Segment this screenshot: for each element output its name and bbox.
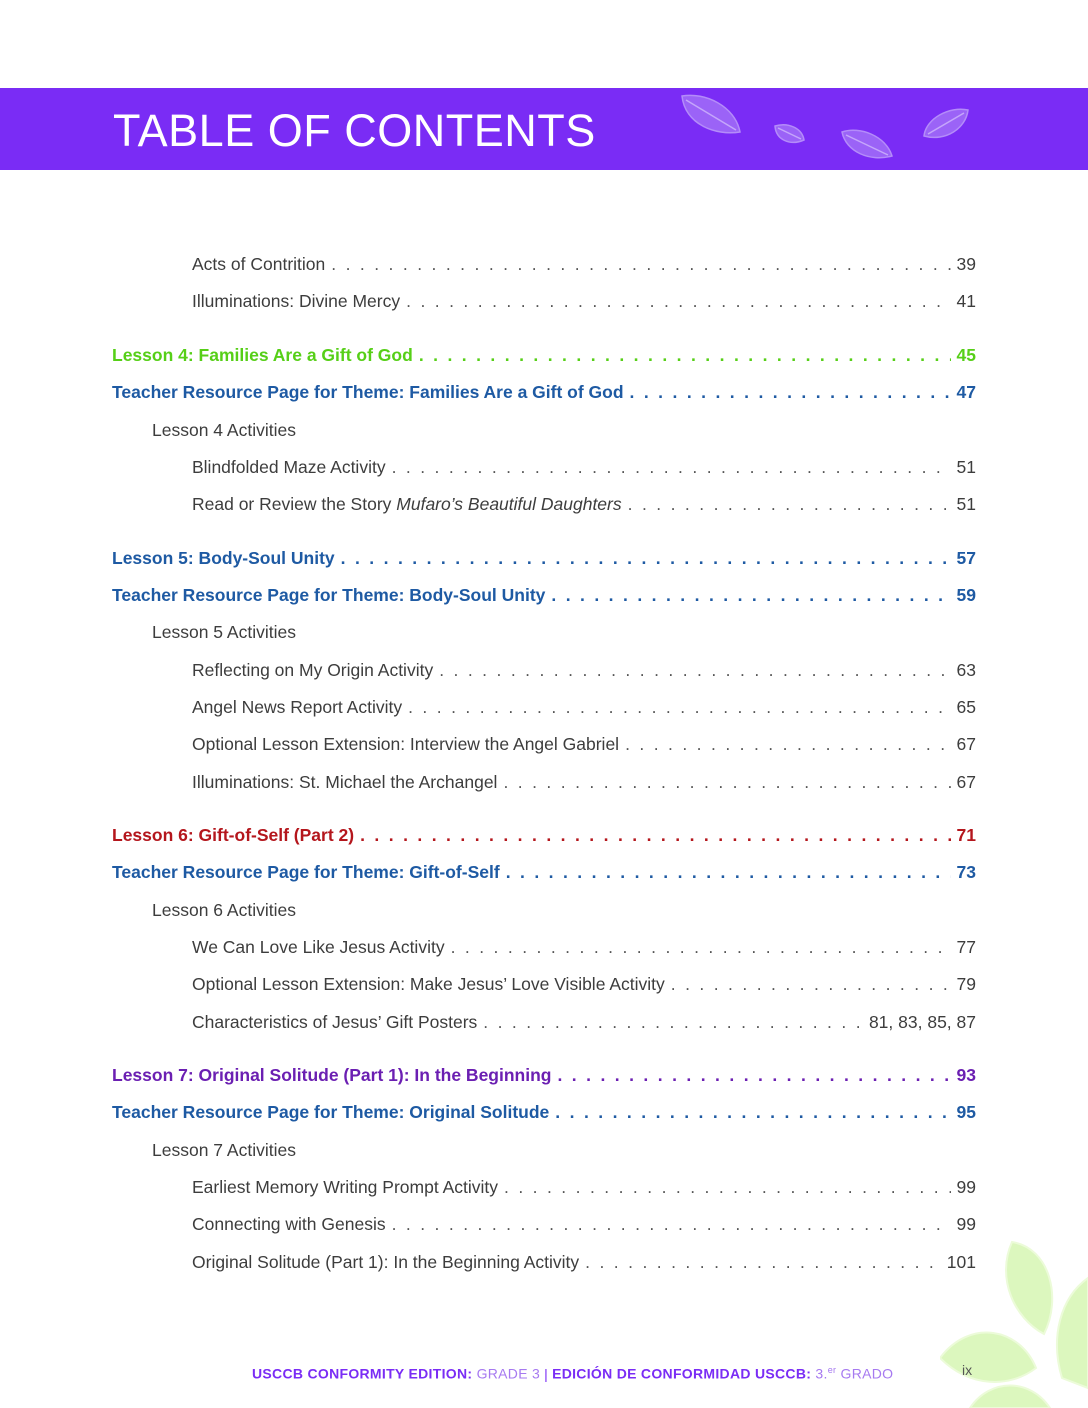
leader-dots (585, 1250, 941, 1274)
toc-entry-page: 63 (956, 660, 976, 680)
footer-edicion-label: EDICIÓN DE CONFORMIDAD USCCB: (552, 1365, 812, 1382)
toc-entry[interactable] (192, 455, 976, 479)
leader-dots (439, 658, 950, 682)
toc-entry-title: Teacher Resource Page for Theme: Body-Soul Unity (112, 585, 546, 605)
toc-entry-page: 41 (956, 291, 976, 311)
toc-entry[interactable] (192, 935, 976, 959)
footer-edition-label: USCCB CONFORMITY EDITION: (252, 1365, 473, 1382)
toc-entry-page: 71 (956, 825, 976, 845)
toc-entry-title: Lesson 5 Activities (152, 622, 296, 642)
toc-entry-title: Lesson 7: Original Solitude (Part 1): In the Beginning (112, 1065, 552, 1085)
toc-entry-title: We Can Love Like Jesus Activity (192, 937, 445, 957)
page-number: ix (962, 1362, 973, 1378)
footer-edition (252, 1360, 893, 1384)
toc-entry-title: Optional Lesson Extension: Interview the Angel Gabriel (192, 734, 620, 754)
toc-entry[interactable] (192, 972, 976, 996)
leader-dots (451, 935, 951, 959)
toc-entry-page: 51 (956, 494, 976, 514)
toc-entry-title-prefix: Read or Review the Story (192, 494, 397, 514)
toc-resource-entry[interactable] (112, 1100, 976, 1124)
toc-entry-title: Optional Lesson Extension: Make Jesus’ Love Visible Activity (192, 974, 665, 994)
toc-entry[interactable] (192, 1175, 976, 1199)
leader-dots (408, 695, 950, 719)
toc-entry[interactable] (192, 289, 976, 313)
leader-dots (504, 1175, 951, 1199)
toc-entry-title: Acts of Contrition (192, 254, 326, 274)
footer-grado-num: 3. (815, 1365, 828, 1382)
toc-entry-title: Angel News Report Activity (192, 697, 403, 717)
toc-entry-title: Lesson 4: Families Are a Gift of God (112, 345, 413, 365)
toc-activities-heading (152, 898, 976, 922)
toc-entry-page: 39 (956, 254, 976, 274)
footer-grado-sup: er (827, 1365, 837, 1375)
leader-dots (555, 1100, 950, 1124)
footer-separator: | (544, 1365, 549, 1382)
footer-grado: GRADO (840, 1365, 894, 1382)
leader-dots (392, 455, 951, 479)
toc-entry-title: Lesson 5: Body-Soul Unity (112, 548, 335, 568)
toc-entry-title: Teacher Resource Page for Theme: Gift-of-Self (112, 862, 500, 882)
toc-entry-page: 47 (956, 382, 976, 402)
leader-dots (503, 770, 950, 794)
toc-entry-page: 59 (956, 585, 976, 605)
toc-entry[interactable] (192, 1010, 976, 1034)
leader-dots (483, 1010, 863, 1034)
toc-activities-heading (152, 620, 976, 644)
toc-entry[interactable] (192, 252, 976, 276)
toc-entry-title: Lesson 4 Activities (152, 420, 296, 440)
leader-dots (551, 583, 950, 607)
toc-activities-heading (152, 1138, 976, 1162)
toc-entry-page: 77 (956, 937, 976, 957)
toc-entry-title: Illuminations: St. Michael the Archangel (192, 772, 498, 792)
leader-dots (506, 860, 951, 884)
toc-entry-title: Illuminations: Divine Mercy (192, 291, 401, 311)
toc-entry-title: Teacher Resource Page for Theme: Families Are a Gift of God (112, 382, 624, 402)
toc-entry[interactable] (192, 1212, 976, 1236)
toc-entry-page: 67 (956, 734, 976, 754)
toc-activities-heading (152, 418, 976, 442)
toc-entry-page: 79 (956, 974, 976, 994)
toc-entry[interactable] (192, 732, 976, 756)
toc-entry-page: 93 (956, 1065, 976, 1085)
leader-dots (628, 492, 951, 516)
toc-entry-title: Lesson 7 Activities (152, 1140, 296, 1160)
leader-dots (360, 823, 950, 847)
toc-entry-title: Lesson 6 Activities (152, 900, 296, 920)
leaves-decoration-icon (660, 88, 990, 170)
leader-dots (406, 289, 950, 313)
toc-lesson-entry[interactable] (112, 546, 976, 570)
footer-grade: GRADE 3 (476, 1365, 541, 1382)
toc-entry-title (192, 492, 622, 516)
toc-entry[interactable] (192, 492, 976, 516)
toc-entry-title: Blindfolded Maze Activity (192, 457, 386, 477)
toc-lesson-entry[interactable] (112, 343, 976, 367)
toc-resource-entry[interactable] (112, 583, 976, 607)
toc-entry-page: 57 (956, 548, 976, 568)
toc-entry-title: Earliest Memory Writing Prompt Activity (192, 1177, 498, 1197)
toc-entry-page: 101 (946, 1252, 976, 1272)
toc-lesson-entry[interactable] (112, 1063, 976, 1087)
leader-dots (557, 1063, 950, 1087)
leader-dots (392, 1212, 951, 1236)
toc-entry-title: Characteristics of Jesus’ Gift Posters (192, 1012, 478, 1032)
toc-resource-entry[interactable] (112, 380, 976, 404)
leader-dots (419, 343, 951, 367)
leader-dots (630, 380, 951, 404)
toc-entry-page: 51 (956, 457, 976, 477)
toc-entry-title: Teacher Resource Page for Theme: Original Solitude (112, 1102, 550, 1122)
toc-entry[interactable] (192, 695, 976, 719)
toc-entry-page: 95 (956, 1102, 976, 1122)
toc-lesson-entry[interactable] (112, 823, 976, 847)
toc-entry-page: 73 (956, 862, 976, 882)
toc-entry-page: 81, 83, 85, 87 (868, 1012, 976, 1032)
toc-entry[interactable] (192, 1250, 976, 1274)
toc-entry-page: 67 (956, 772, 976, 792)
toc-entry-title: Original Solitude (Part 1): In the Beginning Activity (192, 1252, 580, 1272)
toc-resource-entry[interactable] (112, 860, 976, 884)
toc-entry-title: Lesson 6: Gift-of-Self (Part 2) (112, 825, 355, 845)
toc-entry[interactable] (192, 658, 976, 682)
toc-entry-page: 45 (956, 345, 976, 365)
toc-entry-title: Connecting with Genesis (192, 1214, 386, 1234)
toc-entry-title-italic: Mufaro’s Beautiful Daughters (396, 494, 622, 514)
toc-entry-page: 99 (956, 1177, 976, 1197)
page-title: TABLE OF CONTENTS (113, 105, 596, 156)
toc-entry-title: Reflecting on My Origin Activity (192, 660, 434, 680)
toc-entry-page: 65 (956, 697, 976, 717)
toc-entry[interactable] (192, 770, 976, 794)
toc-entry-page: 99 (956, 1214, 976, 1234)
leader-dots (625, 732, 950, 756)
leader-dots (341, 546, 951, 570)
leader-dots (331, 252, 950, 276)
leader-dots (671, 972, 951, 996)
